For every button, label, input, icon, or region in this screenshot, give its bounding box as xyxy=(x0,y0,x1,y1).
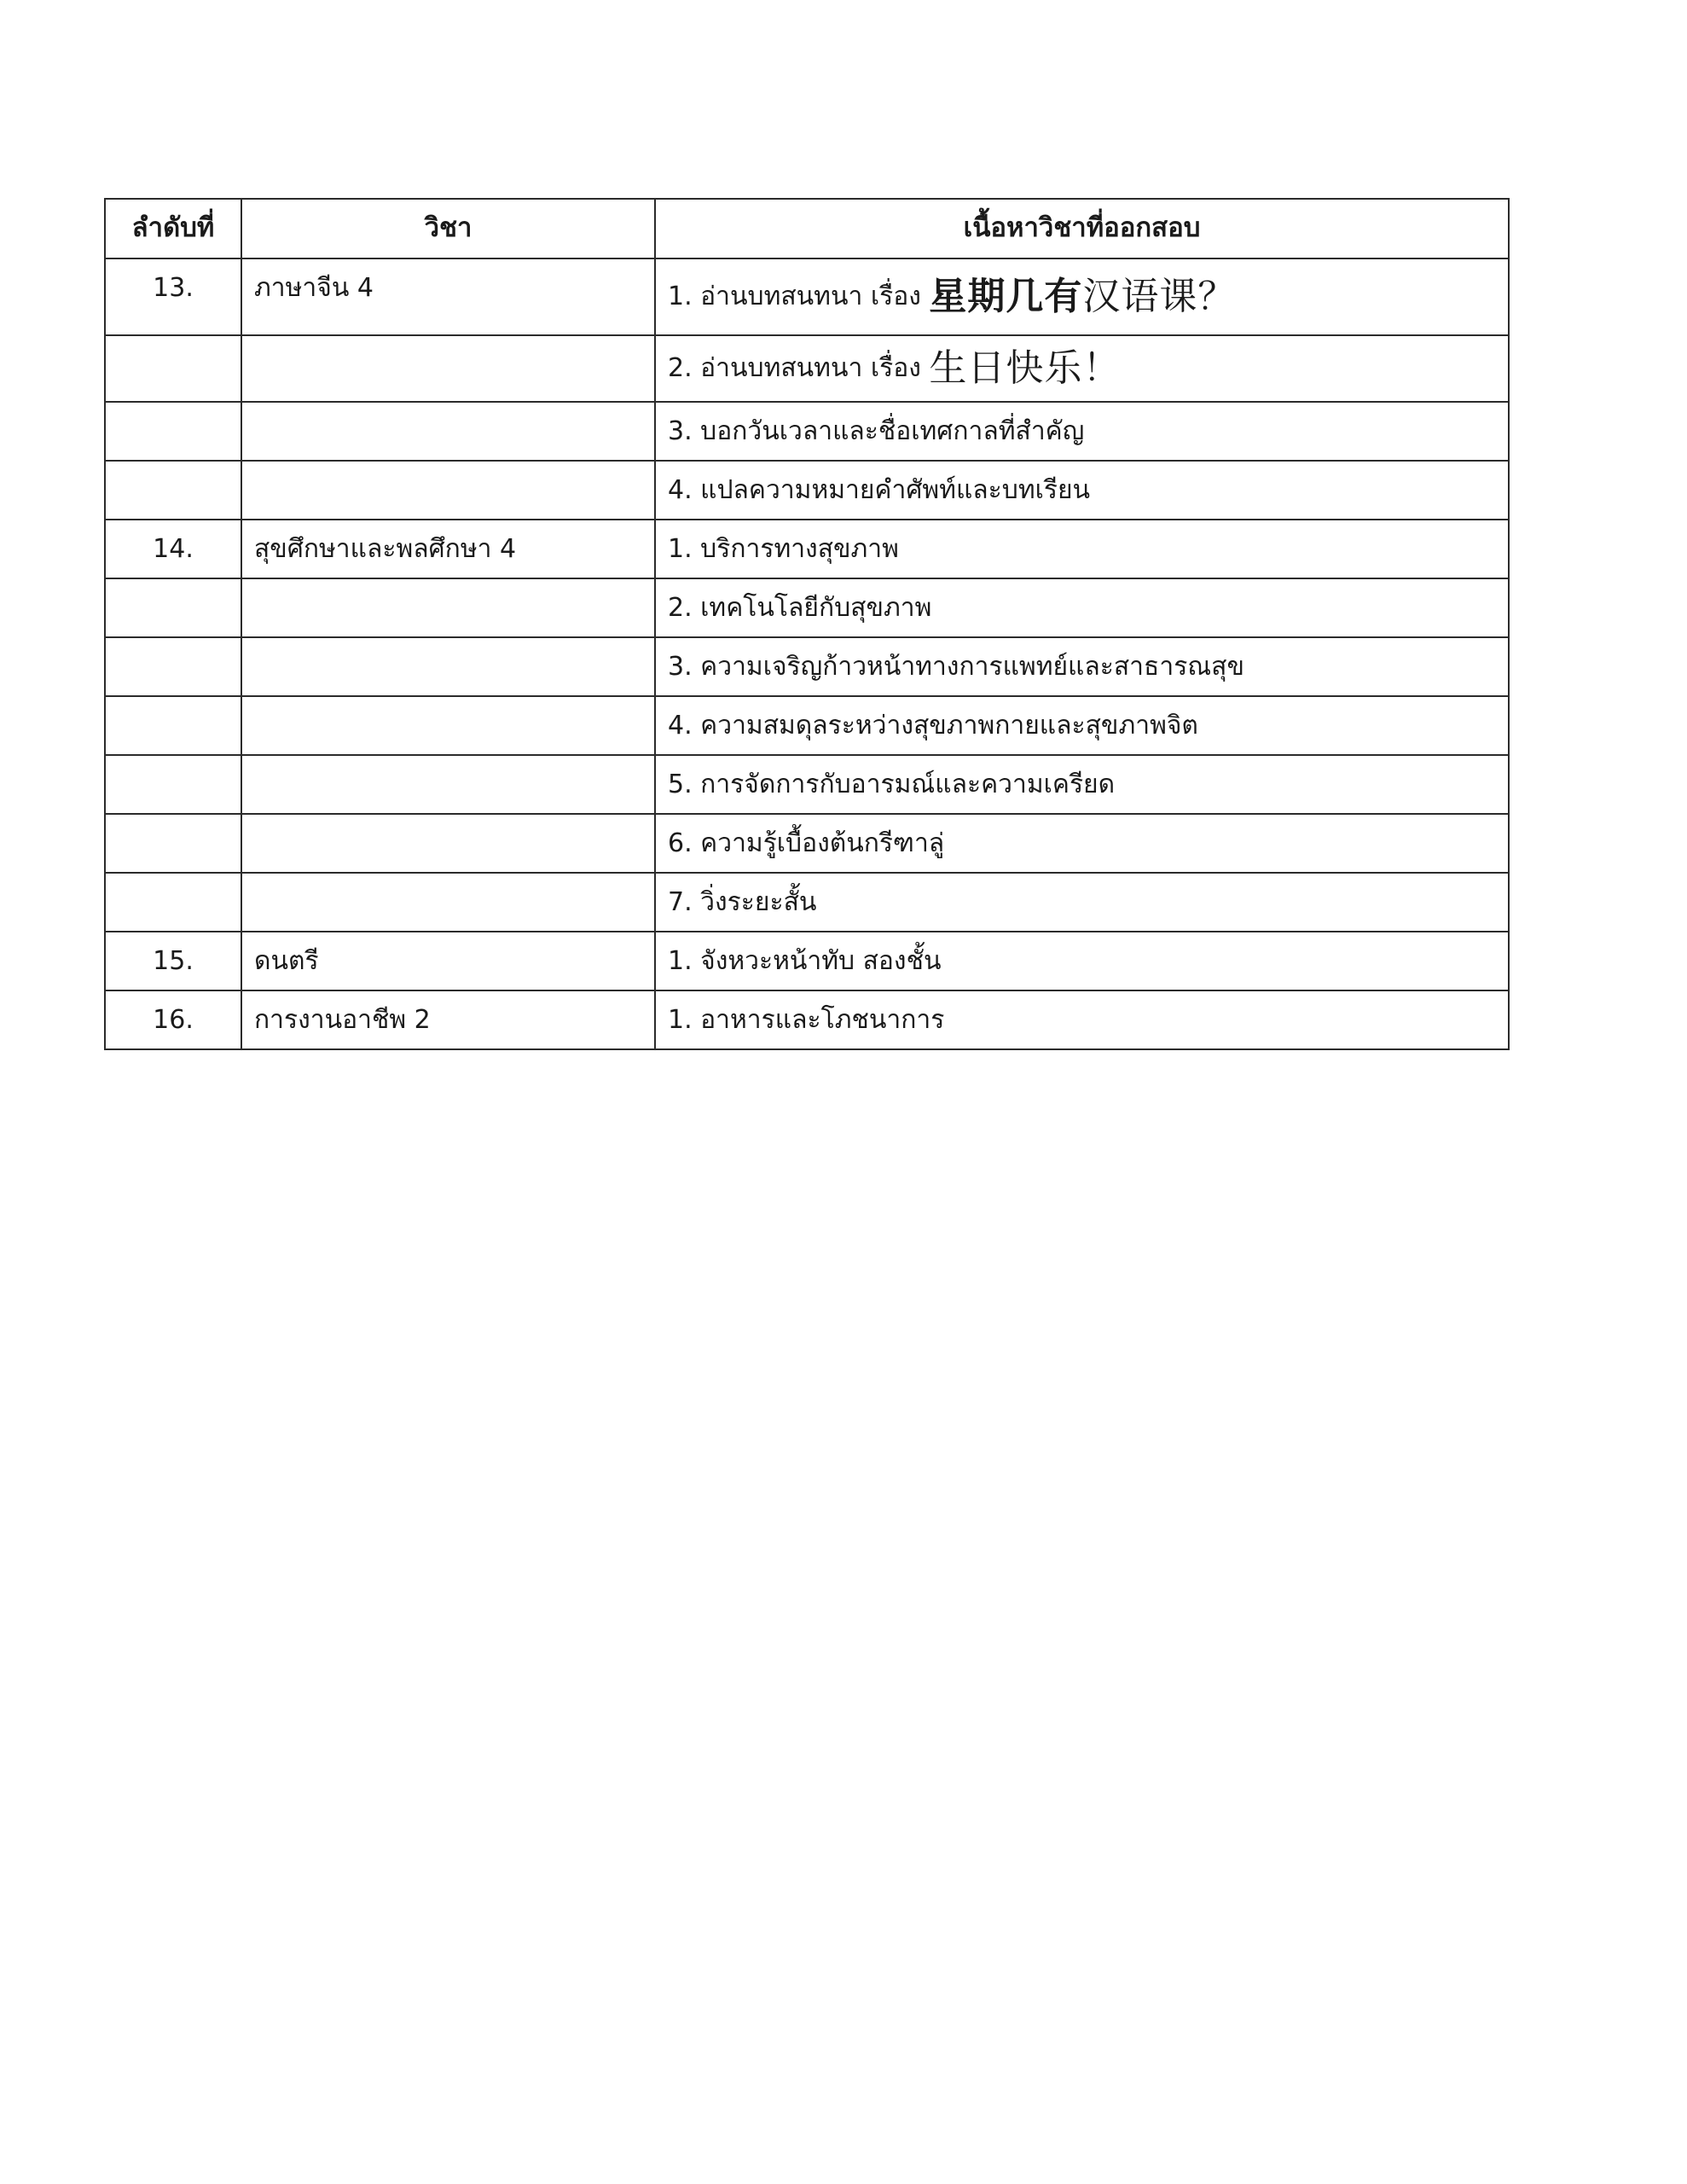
row-content-chinese: 汉语课？ xyxy=(1082,274,1237,318)
table-row xyxy=(105,814,1509,873)
table-row xyxy=(105,402,1509,461)
row-no xyxy=(105,461,241,520)
header-no: ลำดับที่ xyxy=(105,199,241,258)
row-no: 13. xyxy=(105,258,241,335)
row-subject xyxy=(241,696,655,755)
row-no xyxy=(105,814,241,873)
table-row xyxy=(105,520,1509,578)
row-no xyxy=(105,755,241,814)
table-row xyxy=(105,461,1509,520)
row-subject xyxy=(241,461,655,520)
row-content-text: 1. อ่านบทสนทนา เรื่อง xyxy=(668,281,921,311)
row-content: 4. ความสมดุลระหว่างสุขภาพกายและสุขภาพจิต xyxy=(655,696,1509,755)
row-no xyxy=(105,696,241,755)
row-content-chinese: 生日快乐！ xyxy=(929,346,1122,390)
row-content: 3. บอกวันเวลาและชื่อเทศกาลที่สำคัญ xyxy=(655,402,1509,461)
row-no xyxy=(105,873,241,932)
row-subject xyxy=(241,814,655,873)
table-row xyxy=(105,637,1509,696)
table-row xyxy=(105,932,1509,990)
row-subject: การงานอาชีพ 2 xyxy=(241,990,655,1049)
exam-content-table xyxy=(104,198,1510,1050)
row-content-chinese-bold: 星期几有 xyxy=(929,274,1083,318)
row-no xyxy=(105,637,241,696)
row-no xyxy=(105,402,241,461)
row-no xyxy=(105,578,241,637)
row-subject: ภาษาจีน 4 xyxy=(241,258,655,335)
row-content: 5. การจัดการกับอารมณ์และความเครียด xyxy=(655,755,1509,814)
row-subject: ดนตรี xyxy=(241,932,655,990)
table-row xyxy=(105,873,1509,932)
row-content: 4. แปลความหมายคำศัพท์และบทเรียน xyxy=(655,461,1509,520)
header-subject: วิชา xyxy=(241,199,655,258)
row-content: 1. จังหวะหน้าทับ สองชั้น xyxy=(655,932,1509,990)
row-no: 16. xyxy=(105,990,241,1049)
row-content xyxy=(655,335,1509,402)
row-content: 2. เทคโนโลยีกับสุขภาพ xyxy=(655,578,1509,637)
table-row xyxy=(105,755,1509,814)
header-content: เนื้อหาวิชาที่ออกสอบ xyxy=(655,199,1509,258)
table-row xyxy=(105,578,1509,637)
row-no: 14. xyxy=(105,520,241,578)
table-row xyxy=(105,335,1509,402)
row-subject xyxy=(241,873,655,932)
row-subject xyxy=(241,755,655,814)
row-no xyxy=(105,335,241,402)
row-content-text: 2. อ่านบทสนทนา เรื่อง xyxy=(668,352,921,383)
row-content: 7. วิ่งระยะสั้น xyxy=(655,873,1509,932)
row-subject xyxy=(241,402,655,461)
row-content: 1. บริการทางสุขภาพ xyxy=(655,520,1509,578)
row-subject xyxy=(241,578,655,637)
row-no: 15. xyxy=(105,932,241,990)
row-content xyxy=(655,258,1509,335)
row-subject xyxy=(241,335,655,402)
table-row xyxy=(105,990,1509,1049)
table-row xyxy=(105,696,1509,755)
table-header-row xyxy=(105,199,1509,258)
row-content: 1. อาหารและโภชนาการ xyxy=(655,990,1509,1049)
row-content: 6. ความรู้เบื้องต้นกรีฑาลู่ xyxy=(655,814,1509,873)
table-row xyxy=(105,258,1509,335)
row-subject: สุขศึกษาและพลศึกษา 4 xyxy=(241,520,655,578)
row-content: 3. ความเจริญก้าวหน้าทางการแพทย์และสาธารณสุข xyxy=(655,637,1509,696)
row-subject xyxy=(241,637,655,696)
